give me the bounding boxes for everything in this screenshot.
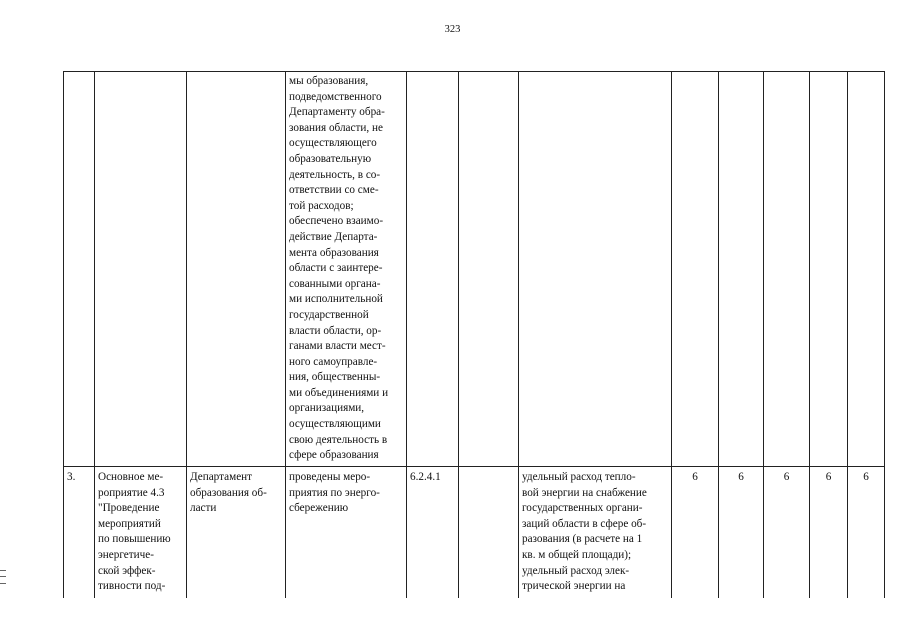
result-cell: проведены меро- приятия по энерго- сбережению — [286, 467, 407, 599]
table-cell — [407, 72, 459, 467]
page-number: 323 — [444, 24, 461, 35]
table-cell — [459, 72, 519, 467]
table-cell — [810, 72, 848, 467]
indicator-cell: удельный расход тепло- вой энергии на снабжение государственных органи- заций области в сфере об- разования (в расчете на 1 кв. м общей площади); удельный расход элек- трической энергии на — [519, 467, 672, 599]
value-cell: 6 — [719, 467, 764, 599]
table-cell — [672, 72, 719, 467]
activity-cell: Основное ме- роприятие 4.3 "Проведение мероприятий по повышению энергетиче- ской эффек- тивности под- — [95, 467, 187, 599]
code-cell: 6.2.4.1 — [407, 467, 459, 599]
table-cell — [519, 72, 672, 467]
table-cell — [459, 467, 519, 599]
table-row — [64, 72, 885, 467]
table-cell — [187, 72, 286, 467]
value-cell: 6 — [764, 467, 810, 599]
program-table — [63, 71, 885, 598]
table-cell — [764, 72, 810, 467]
table-row — [64, 467, 885, 599]
table-cell — [719, 72, 764, 467]
result-cell: мы образования, подведомственного Департаменту обра- зования области, не осуществляющего образовательную деятельность, в со- ответствии со сме- той расходов; обеспечено взаимо- действие Департа- мента образования области с заинтере- сованными органа- ми исполнительной государственной власти области, ор- ганами власти мест- ного самоуправле- ния, общественны- ми объединениями и организациями, осуществляющими свою деятельность в сфере образования — [286, 72, 407, 467]
table-cell — [848, 72, 885, 467]
table-cell — [95, 72, 187, 467]
margin-mark — [0, 570, 6, 584]
row-number-cell: 3. — [64, 467, 95, 599]
value-cell: 6 — [672, 467, 719, 599]
table-cell — [64, 72, 95, 467]
executor-cell: Департамент образования об- ласти — [187, 467, 286, 599]
value-cell: 6 — [810, 467, 848, 599]
value-cell: 6 — [848, 467, 885, 599]
